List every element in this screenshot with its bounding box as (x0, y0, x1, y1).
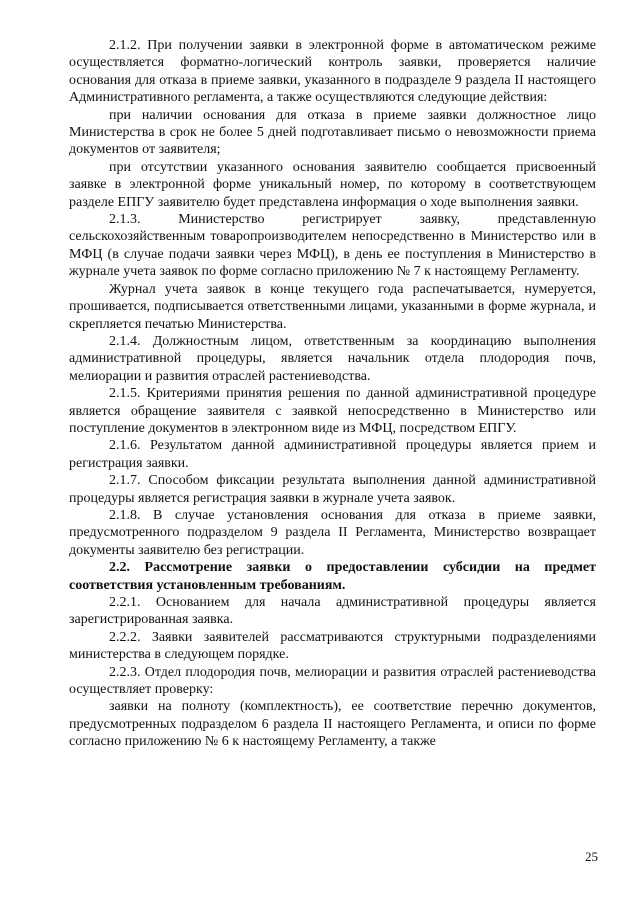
paragraph-2-1-7: 2.1.7. Способом фиксации результата выполнения данной административной процедуры является регистрация заявки в журнале учета заявок. (69, 473, 596, 506)
paragraph-journal: Журнал учета заявок в конце текущего года распечатывается, нумеруется, прошивается, подписывается ответственными лицами, указанными в форме журнала, и скрепляется печатью Министерства. (69, 281, 596, 332)
page-number: 25 (585, 849, 598, 864)
paragraph-2-1-5: 2.1.5. Критериями принятия решения по данной административной процедуре является обращение заявителя с заявкой непосредственно в Министерство или поступление документов в электронном виде из МФЦ, посредством ЕПГУ. (69, 386, 596, 436)
section-heading-2-2: 2.2. Рассмотрение заявки о предоставлении субсидии на предмет соответствия установленным требованиям. (69, 560, 596, 593)
paragraph-2-1-8: 2.1.8. В случае установления основания для отказа в приеме заявки, предусмотренного подразделом 9 раздела II Регламента, Министерство возвращает документы заявителю без регистрации. (69, 507, 596, 558)
paragraph-refusal-letter: при наличии основания для отказа в приеме заявки должностное лицо Министерства в срок не более 5 дней подготавливает письмо о невозможности приема документов от заявителя; (69, 107, 596, 158)
paragraph-2-1-6: 2.1.6. Результатом данной административной процедуры является прием и регистрация заявки. (69, 438, 596, 471)
page-body (69, 37, 596, 751)
paragraph-2-2-1: 2.2.1. Основанием для начала административной процедуры является зарегистрированная заявка. (69, 595, 596, 628)
paragraph-2-1-2: 2.1.2. При получении заявки в электронной форме в автоматическом режиме осуществляется форматно-логический контроль заявки, проверяется наличие основания для отказа в приеме заявки, указанного в подразделе 9 раздела II настоящего Административного регламента, а также осуществляются следующие действия: (69, 38, 596, 106)
paragraph-2-1-3: 2.1.3. Министерство регистрирует заявку, представленную сельскохозяйственным товаропроизводителем непосредственно в Министерство или в МФЦ (в случае подачи заявки через МФЦ), в день ее поступления в Министерство в журнале учета заявок по форме согласно приложению № 7 к настоящему Регламенту. (69, 212, 596, 280)
paragraph-2-2-2: 2.2.2. Заявки заявителей рассматриваются структурными подразделениями министерства в следующем порядке. (69, 629, 596, 663)
paragraph-2-2-3: 2.2.3. Отдел плодородия почв, мелиорации и развития отраслей растениеводства осуществляет проверку: (69, 664, 596, 698)
paragraph-completeness-check: заявки на полноту (комплектность), ее соответствие перечню документов, предусмотренных подразделом 6 раздела II настоящего Регламента, и описи по форме согласно приложению № 6 к настоящему Регламенту, а также (69, 699, 596, 750)
paragraph-2-1-4: 2.1.4. Должностным лицом, ответственным за координацию выполнения административной процедуры, является начальник отдела плодородия почв, мелиорации и развития отраслей растениеводства. (69, 333, 596, 384)
paragraph-unique-number: при отсутствии указанного основания заявителю сообщается присвоенный заявке в электронной форме уникальный номер, по которому в соответствующем разделе ЕПГУ заявителю будет представлена информация о ходе выполнения заявки. (69, 159, 596, 210)
